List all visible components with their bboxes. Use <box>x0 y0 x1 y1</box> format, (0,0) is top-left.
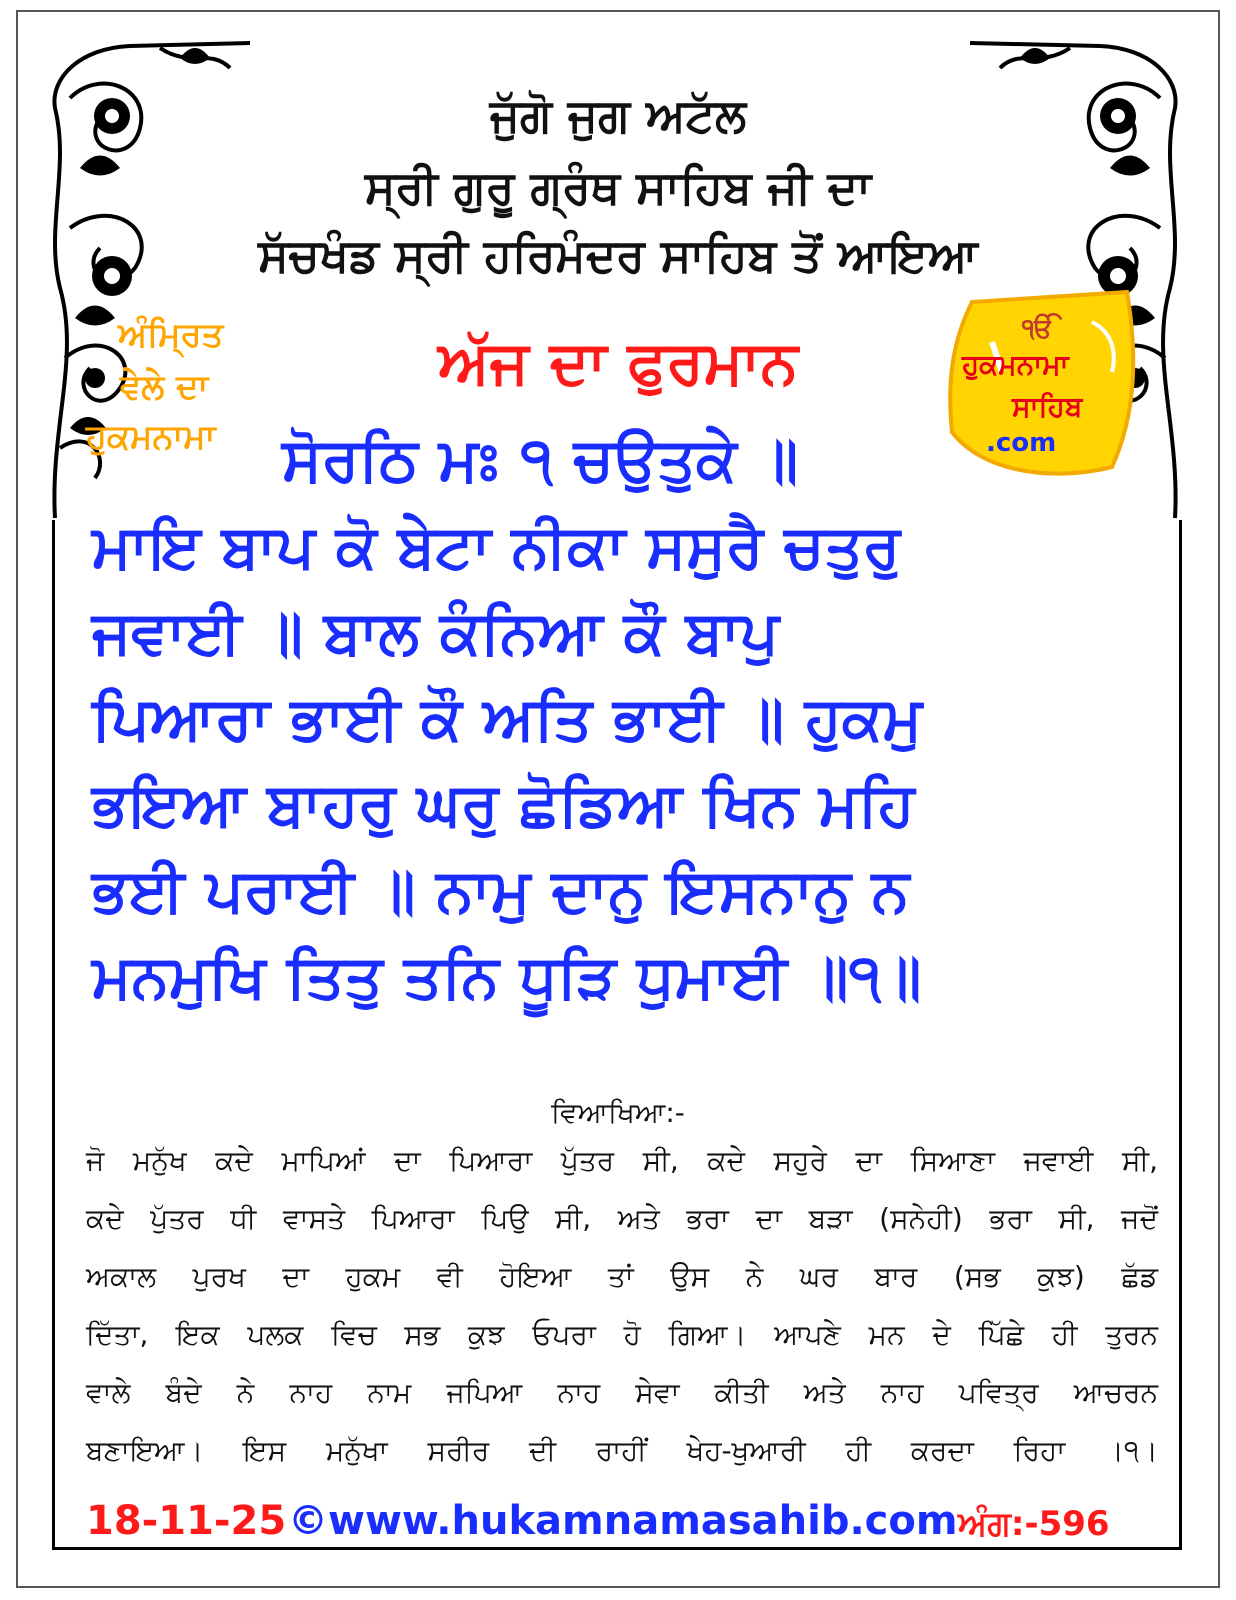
header-line-3: ਸੱਚਖੰਡ ਸ੍ਰੀ ਹਰਿਮੰਦਰ ਸਾਹਿਬ ਤੋਂ ਆਇਆ <box>258 228 978 282</box>
vyakhya-line-3: ਅਕਾਲ ਪੁਰਖ ਦਾ ਹੁਕਮ ਵੀ ਹੋਇਆ ਤਾਂ ਉਸ ਨੇ ਘਰ ਬਾਰ (ਸਭ ਕੁਝ) ਛੱਡ <box>86 1260 1158 1293</box>
vyakhya-line-6: ਬਣਾਇਆ। ਇਸ ਮਨੁੱਖਾ ਸਰੀਰ ਦੀ ਰਾਹੀਂ ਖੇਹ-ਖੁਆਰੀ ਹੀ ਕਰਦਾ ਰਿਹਾ ।੧। <box>86 1434 1158 1467</box>
vyakhya-line-4: ਦਿੱਤਾ, ਇਕ ਪਲਕ ਵਿਚ ਸਭ ਕੁਝ ਓਪਰਾ ਹੋ ਗਿਆ। ਆਪਣੇ ਮਨ ਦੇ ਪਿੱਛੇ ਹੀ ਤੁਰਨ <box>86 1318 1158 1351</box>
vyakhya-line-1: ਜੋ ਮਨੁੱਖ ਕਦੇ ਮਾਪਿਆਂ ਦਾ ਪਿਆਰਾ ਪੁੱਤਰ ਸੀ, ਕਦੇ ਸਹੁਰੇ ਦਾ ਸਿਆਣਾ ਜਵਾਈ ਸੀ, <box>86 1144 1158 1177</box>
header-line-1: ਜੁੱਗੋ ਜੁਗ ਅਟੱਲ <box>489 88 747 142</box>
footer-ang: ਅੰਗ:-596 <box>958 1504 1110 1544</box>
page-title: ਅੱਜ ਦਾ ਫੁਰਮਾਨ <box>438 328 798 398</box>
side-label-line-3: ਹੁਕਮਨਾਮਾ <box>86 417 216 457</box>
raag-line: ਸੋਰਠਿ ਮਃ ੧ ਚਉਤੁਕੇ ॥ <box>282 425 799 495</box>
gurbani-line-6: ਮਨਮੁਖਿ ਤਿਤੁ ਤਨਿ ਧੂੜਿ ਧੁਮਾਈ ॥੧॥ <box>92 942 922 1012</box>
site-logo <box>942 282 1142 482</box>
logo-line-1: ਹੁਕਮਨਾਮਾ <box>962 348 1069 381</box>
header-line-2: ਸ੍ਰੀ ਗੁਰੂ ਗ੍ਰੰਥ ਸਾਹਿਬ ਜੀ ਦਾ <box>364 160 872 214</box>
gurbani-line-5: ਭਈ ਪਰਾਈ ॥ ਨਾਮੁ ਦਾਨੁ ਇਸਨਾਨੁ ਨ <box>92 856 910 926</box>
gurbani-line-3: ਪਿਆਰਾ ਭਾਈ ਕੌ ਅਤਿ ਭਾਈ ॥ ਹੁਕਮੁ <box>92 684 923 754</box>
footer-date: 18-11-25 <box>86 1498 287 1544</box>
side-label-line-1: ਅੰਮ੍ਰਿਤ <box>118 315 224 355</box>
vyakhya-title: ਵਿਆਖਿਆ:- <box>551 1096 685 1129</box>
gurbani-line-2: ਜਵਾਈ ॥ ਬਾਲ ਕੰਨਿਆ ਕੌ ਬਾਪੁ <box>92 598 779 668</box>
side-label-line-2: ਵੇਲੇ ਦਾ <box>120 367 209 407</box>
gurbani-line-4: ਭਇਆ ਬਾਹਰੁ ਘਰੁ ਛੋਡਿਆ ਖਿਨ ਮਹਿ <box>92 770 915 840</box>
footer-url[interactable]: ©www.hukamnamasahib.com <box>288 1498 958 1544</box>
logo-line-2: ਸਾਹਿਬ <box>1012 390 1083 423</box>
gurbani-line-1: ਮਾਇ ਬਾਪ ਕੋ ਬੇਟਾ ਨੀਕਾ ਸਸੁਰੈ ਚਤੁਰੁ <box>92 512 901 582</box>
logo-line-3: .com <box>986 428 1057 458</box>
logo-symbol: ੴ <box>1022 314 1054 344</box>
vyakhya-line-5: ਵਾਲੇ ਬੰਦੇ ਨੇ ਨਾਹ ਨਾਮ ਜਪਿਆ ਨਾਹ ਸੇਵਾ ਕੀਤੀ ਅਤੇ ਨਾਹ ਪਵਿਤ੍ਰ ਆਚਰਨ <box>86 1376 1158 1409</box>
vyakhya-line-2: ਕਦੇ ਪੁੱਤਰ ਧੀ ਵਾਸਤੇ ਪਿਆਰਾ ਪਿਉ ਸੀ, ਅਤੇ ਭਰਾ ਦਾ ਬੜਾ (ਸਨੇਹੀ) ਭਰਾ ਸੀ, ਜਦੋਂ <box>86 1202 1158 1235</box>
